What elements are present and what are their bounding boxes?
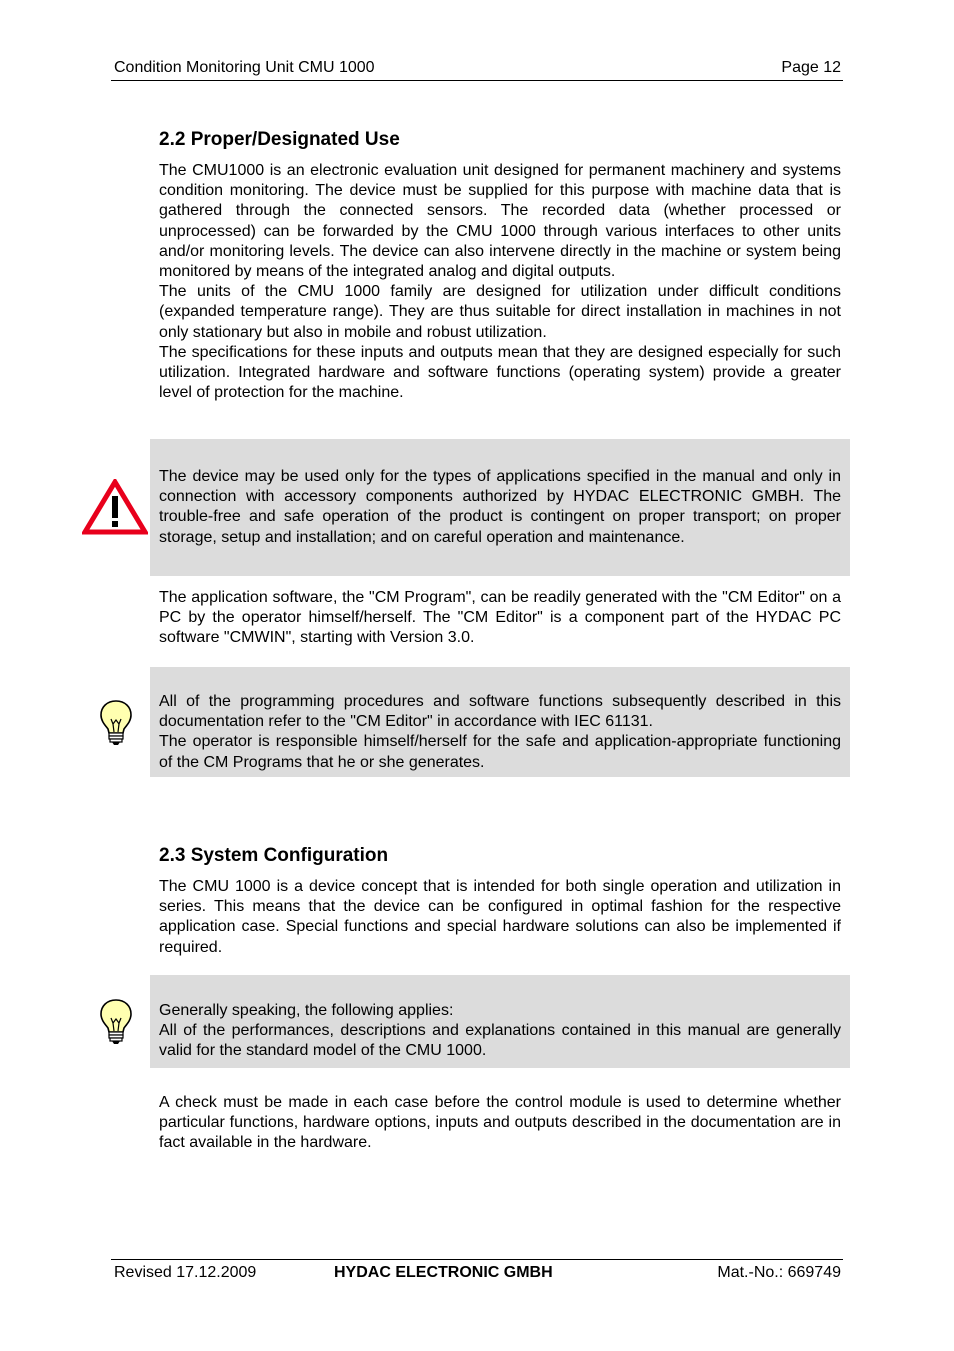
paragraph: The application software, the "CM Program", can be readily generated with the "CM Editor" on a PC by the operator himself/herself. The "CM Editor" is a component part of the HYDAC PC software "CMWIN", starting with Version 3.0. [159, 589, 841, 647]
paragraph: The CMU 1000 is a device concept that is intended for both single operation and utilization in series. This means that the device can be configured in optimal fashion for the respective application case. Special functions and special hardware solutions can also be implemented if required. [159, 878, 841, 956]
page-footer [111, 1259, 843, 1290]
note-text: The operator is responsible himself/herself for the safe and application-appropriate functioning of the CM Programs that he or she generates. [159, 733, 841, 771]
section-heading-2-2: 2.2 Proper/Designated Use [159, 129, 400, 150]
company-name: HYDAC ELECTRONIC GMBH [334, 1264, 553, 1281]
material-number: Mat.-No.: 669749 [717, 1264, 841, 1281]
section-2-3-body [159, 877, 841, 958]
document-title: Condition Monitoring Unit CMU 1000 [114, 59, 375, 76]
section-2-2-body [159, 161, 841, 403]
warning-box [150, 439, 850, 576]
page-header [111, 56, 843, 81]
section-heading-2-3: 2.3 System Configuration [159, 845, 389, 866]
page-number: Page 12 [781, 59, 841, 76]
paragraph: The CMU1000 is an electronic evaluation unit designed for permanent machinery and systems condition monitoring. The device must be supplied for this purpose with machine data that is gathered through the connected sensors. The recorded data (whether processed or unprocessed) can be forwarded by the CMU 1000 through various interfaces to other units and/or monitoring levels. The device can also intervene directly in the machine or system being monitored by means of the integrated analog and digital outputs. [159, 162, 841, 281]
cm-program-paragraph [159, 588, 841, 649]
paragraph: The specifications for these inputs and outputs mean that they are designed especially for such utilization. Integrated hardware and software functions (operating system) provide a greater level of protection for the machine. [159, 343, 841, 402]
note-text: Generally speaking, the following applies: [159, 1002, 454, 1019]
note-text: All of the programming procedures and software functions subsequently described in this documentation refer to the "CM Editor" in accordance with IEC 61131. [159, 693, 841, 731]
hardware-check-paragraph [159, 1093, 841, 1154]
warning-triangle-icon [82, 479, 148, 535]
warning-text: The device may be used only for the types of applications specified in the manual and only in connection with accessory components authorized by HYDAC ELECTRONIC GMBH. The trouble-free and safe operation of the product is contingent on proper transport; on proper storage, setup and installation; and on careful operation and maintenance. [159, 468, 841, 546]
note-box [150, 975, 850, 1068]
lightbulb-icon [99, 699, 133, 747]
lightbulb-icon [99, 998, 133, 1046]
paragraph: The units of the CMU 1000 family are designed for utilization under difficult conditions (expanded temperature range). They are thus suitable for direct installation in machines in not only stationary but also in mobile and robust utilization. [159, 283, 841, 341]
note-box [150, 667, 850, 777]
note-text: All of the performances, descriptions and explanations contained in this manual are generally valid for the standard model of the CMU 1000. [159, 1022, 841, 1060]
paragraph: A check must be made in each case before the control module is used to determine whether particular functions, hardware options, inputs and outputs described in the documentation are in fact available in the hardware. [159, 1094, 841, 1152]
revision-date: Revised 17.12.2009 [114, 1264, 257, 1281]
